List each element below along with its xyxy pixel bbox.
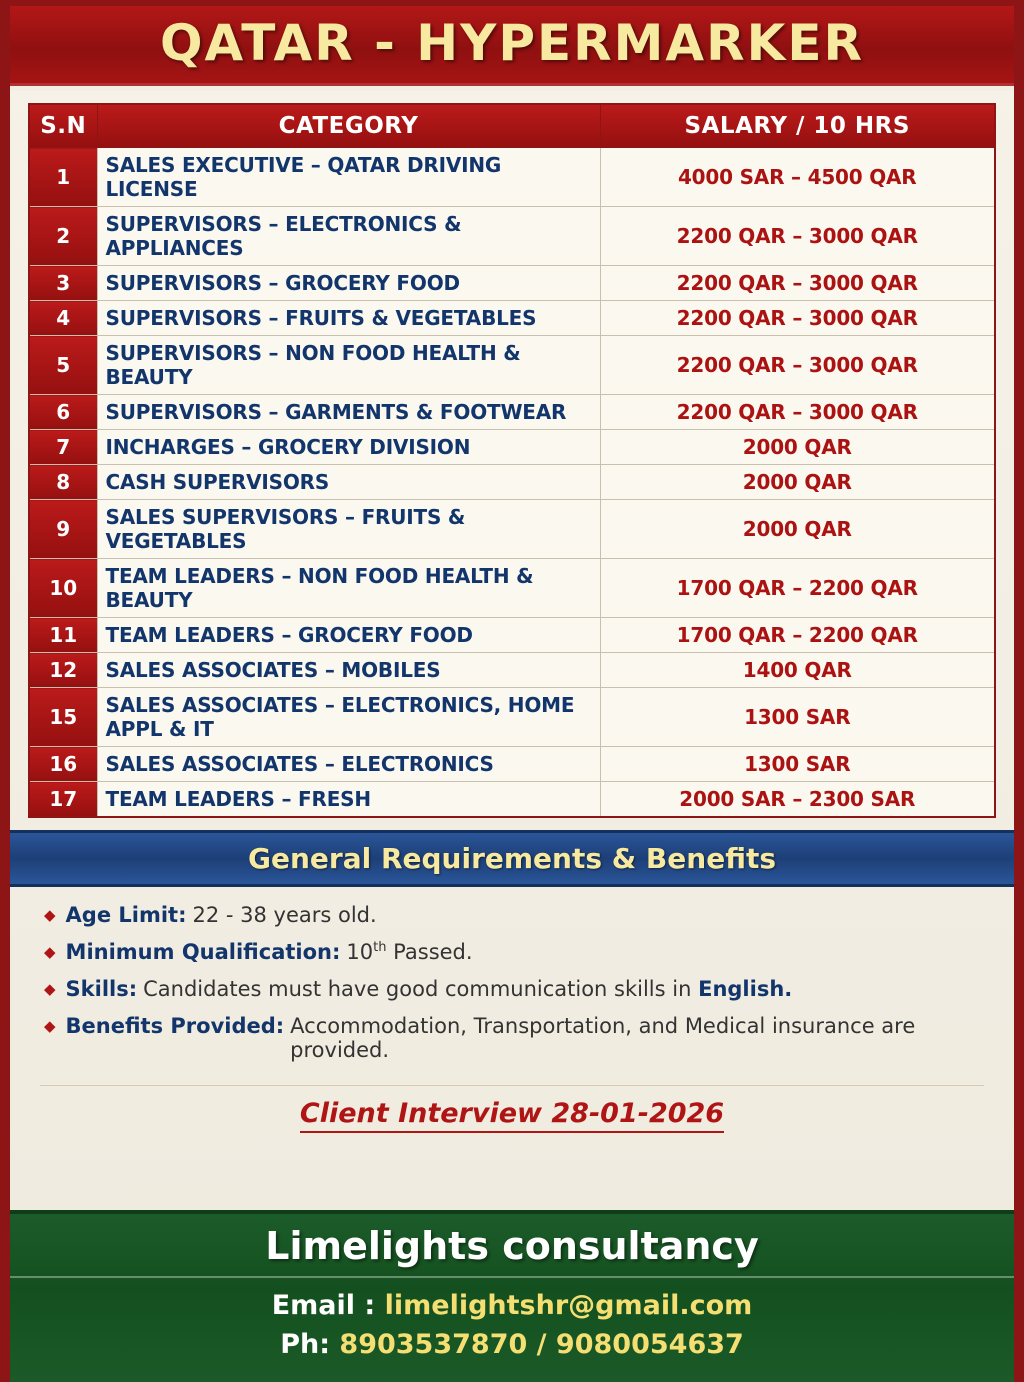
row-serial-number: 3 [29,266,97,301]
column-header-salary: SALARY / 10 HRS [600,104,995,148]
requirement-label: Benefits Provided: [65,1014,285,1038]
table-row [29,266,995,301]
phone-value[interactable]: 8903537870 / 9080054637 [339,1329,744,1360]
row-salary: 1400 QAR [600,653,995,688]
list-item [44,1014,980,1062]
row-category: SUPERVISORS – GROCERY FOOD [97,266,600,301]
diamond-bullet-icon: ◆ [44,943,56,961]
row-category: SUPERVISORS – GARMENTS & FOOTWEAR [97,395,600,430]
row-category: INCHARGES – GROCERY DIVISION [97,430,600,465]
email-line [10,1290,1014,1321]
row-category: SALES ASSOCIATES – ELECTRONICS [97,747,600,782]
company-name: Limelights consultancy [265,1224,759,1268]
diamond-bullet-icon: ◆ [44,1017,56,1035]
row-serial-number: 5 [29,336,97,395]
row-serial-number: 6 [29,395,97,430]
requirements-band [10,830,1014,887]
row-serial-number: 10 [29,559,97,618]
row-salary: 2200 QAR – 3000 QAR [600,336,995,395]
row-salary: 2000 QAR [600,430,995,465]
row-salary: 2000 SAR – 2300 SAR [600,782,995,818]
footer-rule [10,1276,1014,1278]
requirement-value: Candidates must have good communication skills in English. [143,977,793,1001]
requirement-value: 10th Passed. [346,940,473,964]
row-category: SUPERVISORS – NON FOOD HEALTH & BEAUTY [97,336,600,395]
requirement-value: Accommodation, Transportation, and Medical insurance are provided. [290,1014,916,1062]
requirement-label: Skills: [65,977,138,1001]
poster-footer [10,1210,1014,1382]
table-row [29,430,995,465]
email-value[interactable]: limelightshr@gmail.com [384,1290,753,1321]
requirement-emphasis: English. [698,977,793,1001]
row-category: SALES SUPERVISORS – FRUITS & VEGETABLES [97,500,600,559]
row-serial-number: 17 [29,782,97,818]
row-salary: 1300 SAR [600,688,995,747]
row-category: CASH SUPERVISORS [97,465,600,500]
table-row [29,559,995,618]
jobs-table [28,103,996,818]
email-label: Email : [271,1290,376,1321]
table-row [29,207,995,266]
ordinal-suffix: th [373,940,387,955]
table-row [29,747,995,782]
table-row [29,618,995,653]
table-row [29,148,995,207]
row-serial-number: 16 [29,747,97,782]
column-header-category: CATEGORY [97,104,600,148]
list-item [44,940,980,964]
interview-date: Client Interview 28-01-2026 [300,1098,724,1133]
table-row [29,465,995,500]
row-serial-number: 12 [29,653,97,688]
table-row [29,336,995,395]
row-category: TEAM LEADERS – NON FOOD HEALTH & BEAUTY [97,559,600,618]
row-serial-number: 7 [29,430,97,465]
row-salary: 1300 SAR [600,747,995,782]
row-category: SALES EXECUTIVE – QATAR DRIVING LICENSE [97,148,600,207]
row-serial-number: 15 [29,688,97,747]
column-header-sn: S.N [29,104,97,148]
table-row [29,653,995,688]
table-row [29,782,995,818]
table-header-row [29,104,995,148]
phone-label: Ph: [280,1329,330,1360]
poster-header [10,0,1014,91]
requirement-value: 22 - 38 years old. [192,903,377,927]
row-serial-number: 9 [29,500,97,559]
phone-line [10,1329,1014,1360]
row-category: SALES ASSOCIATES – ELECTRONICS, HOME APPL & IT [97,688,600,747]
requirements-list [10,887,1014,1081]
list-item [44,903,980,927]
table-row [29,301,995,336]
requirement-label: Minimum Qualification: [65,940,341,964]
row-serial-number: 11 [29,618,97,653]
row-salary: 2200 QAR – 3000 QAR [600,207,995,266]
row-serial-number: 4 [29,301,97,336]
diamond-bullet-icon: ◆ [44,980,56,998]
row-salary: 2200 QAR – 3000 QAR [600,395,995,430]
row-salary: 2000 QAR [600,500,995,559]
row-category: SUPERVISORS – FRUITS & VEGETABLES [97,301,600,336]
row-serial-number: 8 [29,465,97,500]
interview-section [10,1086,1014,1147]
row-salary: 1700 QAR – 2200 QAR [600,618,995,653]
row-category: TEAM LEADERS – GROCERY FOOD [97,618,600,653]
diamond-bullet-icon: ◆ [44,906,56,924]
row-serial-number: 2 [29,207,97,266]
row-salary: 1700 QAR – 2200 QAR [600,559,995,618]
table-row [29,688,995,747]
jobs-table-container [10,91,1014,818]
requirements-band-title: General Requirements & Benefits [248,842,776,875]
list-item [44,977,980,1001]
row-salary: 2200 QAR – 3000 QAR [600,266,995,301]
table-row [29,395,995,430]
requirement-label: Age Limit: [65,903,187,927]
row-salary: 2200 QAR – 3000 QAR [600,301,995,336]
row-serial-number: 1 [29,148,97,207]
row-salary: 2000 QAR [600,465,995,500]
row-category: TEAM LEADERS – FRESH [97,782,600,818]
table-row [29,500,995,559]
row-category: SALES ASSOCIATES – MOBILES [97,653,600,688]
page-title: QATAR - HYPERMARKER [159,14,864,72]
row-salary: 4000 SAR – 4500 QAR [600,148,995,207]
row-category: SUPERVISORS – ELECTRONICS & APPLIANCES [97,207,600,266]
